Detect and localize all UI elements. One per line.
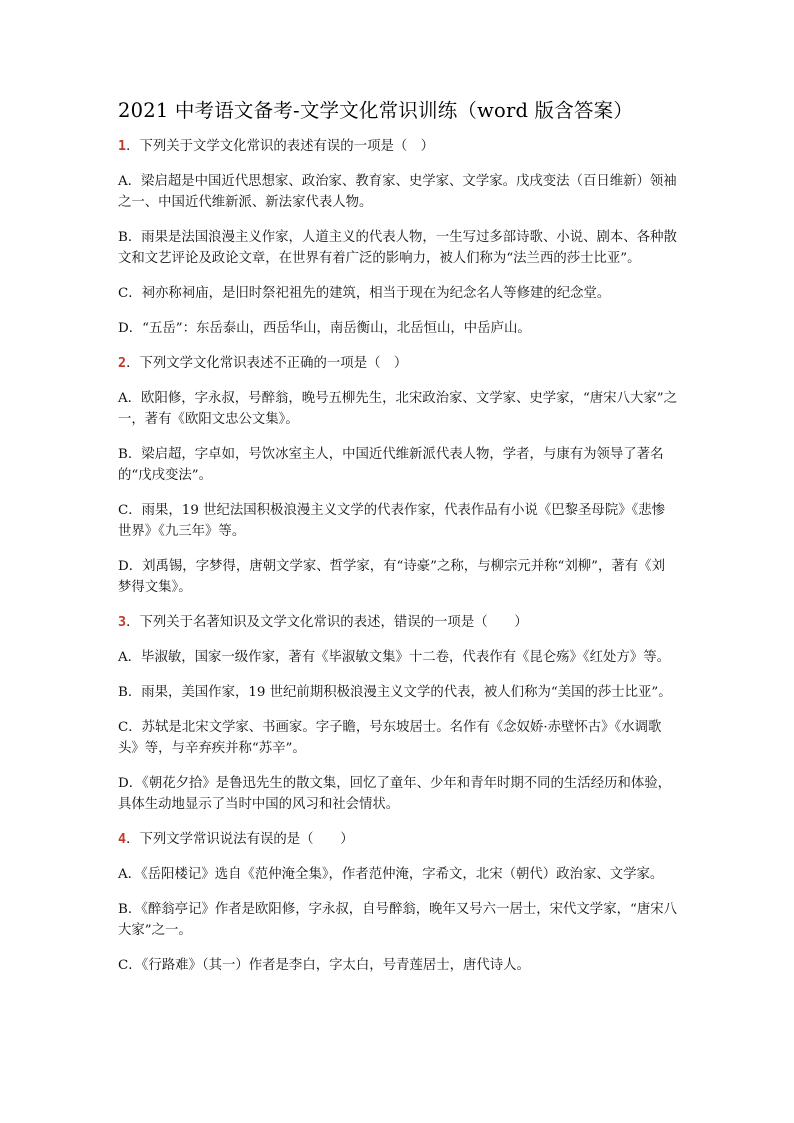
- question-2: [118, 353, 678, 598]
- question-3: [118, 612, 678, 815]
- option-d: D．《朝花夕拾》是鲁迅先生的散文集，回忆了童年、少年和青年时期不同的生活经历和体验，具体生动地显示了当时中国的风习和社会情状。: [118, 776, 672, 812]
- question-text: ．下列文学常识说法有误的是（ ）: [126, 832, 354, 847]
- option-a: A．梁启超是中国近代思想家、政治家、教育家、史学家、文学家。戊戌变法（百日维新）领袖之一、中国近代维新派、新法家代表人物。: [118, 174, 677, 210]
- option-b: B．梁启超，字卓如，号饮冰室主人，中国近代维新派代表人物，学者，与康有为领导了著名的“戊戌变法”。: [118, 447, 664, 483]
- option-c: C．《行路难》（其一）作者是李白，字太白，号青莲居士，唐代诗人。: [118, 958, 530, 973]
- question-text: ．下列文学文化常识表述不正确的一项是（ ）: [126, 356, 408, 371]
- question-number: 2: [118, 356, 127, 371]
- option-c: C．苏轼是北宋文学家、书画家。字子瞻，号东坡居士。名作有《念奴娇·赤壁怀古》《水调歌头》等，与辛弃疾并称“苏辛”。: [118, 720, 662, 756]
- option-c: C．祠亦称祠庙，是旧时祭祀祖先的建筑，相当于现在为纪念名人等修建的纪念堂。: [118, 286, 611, 301]
- question-text: ．下列关于文学文化常识的表述有误的一项是（ ）: [126, 139, 435, 154]
- question-list: [118, 136, 678, 990]
- option-a: A．《岳阳楼记》选自《范仲淹全集》，作者范仲淹，字希文，北宋（朝代）政治家、文学家。: [118, 867, 664, 882]
- question-stem: [118, 829, 678, 850]
- question-number: 1: [118, 139, 127, 154]
- question-text: ．下列关于名著知识及文学文化常识的表述，错误的一项是（ ）: [126, 615, 528, 630]
- option-c: C．雨果，19 世纪法国积极浪漫主义文学的代表作家，代表作品有小说《巴黎圣母院》《悲惨世界》《九三年》等。: [118, 503, 666, 539]
- option-d: D．刘禹锡，字梦得，唐朝文学家、哲学家，有“诗豪”之称，与柳宗元并称“刘柳”，著有《刘梦得文集》。: [118, 559, 665, 595]
- question-stem: [118, 136, 678, 157]
- question-number: 3: [118, 615, 127, 630]
- question-1: [118, 136, 678, 339]
- option-b: B．雨果是法国浪漫主义作家，人道主义的代表人物，一生写过多部诗歌、小说、剧本、各种散文和文艺评论及政论文章，在世界有着广泛的影响力，被人们称为“法兰西的莎士比亚”。: [118, 230, 677, 266]
- question-4: [118, 829, 678, 976]
- option-d: D．“五岳”：东岳泰山，西岳华山，南岳衡山，北岳恒山，中岳庐山。: [118, 321, 531, 336]
- question-stem: [118, 353, 678, 374]
- option-a: A．毕淑敏，国家一级作家，著有《毕淑敏文集》十二卷，代表作有《昆仑殇》《红处方》等。: [118, 650, 670, 665]
- document-title: 2021 中考语文备考-文学文化常识训练（word 版含答案）: [118, 99, 634, 122]
- option-b: B．雨果，美国作家，19 世纪前期积极浪漫主义文学的代表，被人们称为“美国的莎士比亚”。: [118, 685, 672, 700]
- question-number: 4: [118, 832, 127, 847]
- option-a: A．欧阳修，字永叔，号醉翁，晚号五柳先生，北宋政治家、文学家、史学家，“唐宋八大家”之一，著有《欧阳文忠公文集》。: [118, 391, 677, 427]
- option-b: B．《醉翁亭记》作者是欧阳修，字永叔，自号醉翁，晚年又号六一居士，宋代文学家，“唐宋八大家”之一。: [118, 902, 677, 938]
- question-stem: [118, 612, 678, 633]
